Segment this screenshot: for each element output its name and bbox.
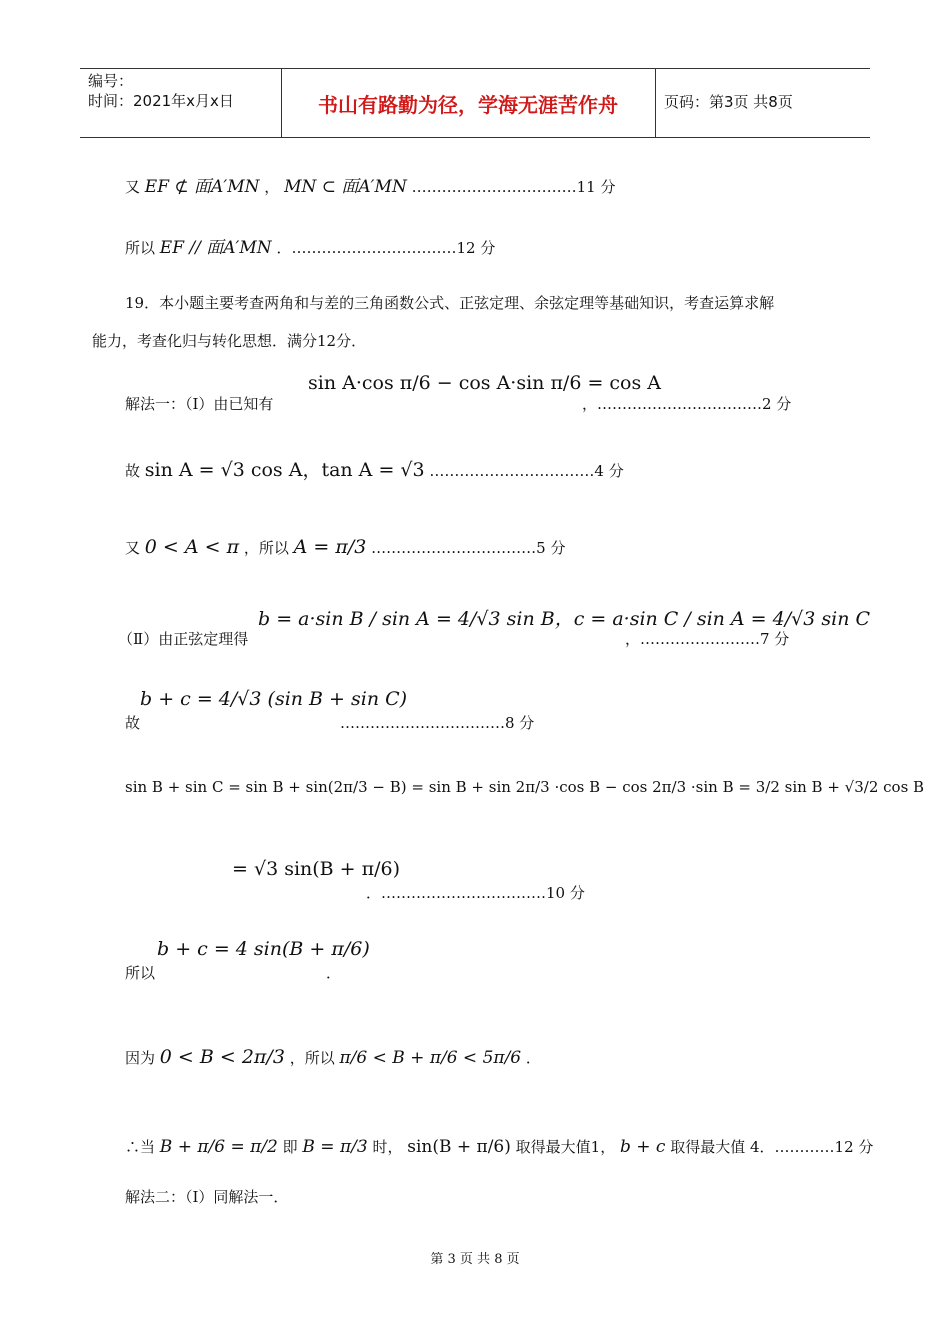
math-expr: b + c: [620, 1137, 666, 1157]
header-page-info: 页码：第3页 共8页: [664, 93, 793, 111]
page-header: [80, 68, 870, 138]
header-divider: [655, 69, 656, 137]
line-prefix: 因为: [125, 1049, 156, 1067]
score-note: 取得最大值 4．…………12 分: [670, 1138, 874, 1156]
math-expr: sin A = √3 cos A，tan A = √3: [144, 459, 425, 481]
solution1-range: [125, 1046, 541, 1068]
line-prefix: 解法一：（Ⅰ）由已知有: [125, 395, 274, 413]
math-expr: sin A·cos π/6 − cos A·sin π/6 = cos A: [308, 372, 662, 394]
math-expr: b + c = 4/√3 (sin B + sin C): [140, 688, 408, 710]
score-note: ……………………………5 分: [371, 539, 566, 557]
math-expr: 0 < B < 2π/3: [159, 1046, 285, 1068]
text-fragment: ，所以: [289, 1049, 335, 1067]
line-prefix: 又: [125, 539, 141, 557]
math-expr: sin(B + π/6): [407, 1137, 511, 1157]
question-19-intro: 19．本小题主要考查两角和与差的三角函数公式、正弦定理、余弦定理等基础知识，考查运算求解: [125, 294, 775, 312]
score-note: ……………………………8 分: [340, 714, 535, 732]
line-prefix: ∴当: [125, 1138, 156, 1156]
math-expr: sin B + sin C = sin B + sin(2π/3 − B) = sin B + sin 2π/3 ·cos B − cos 2π/3 ·sin B = 3/2 sin B + √3/2 cos B: [125, 778, 925, 796]
solution1-sine-law-label: （Ⅱ）由正弦定理得: [118, 630, 249, 648]
score-note: ．……………………………10 分: [366, 884, 585, 902]
line-prefix: 故: [125, 462, 141, 480]
text-fragment: 时，: [372, 1138, 403, 1156]
math-expr: A = π/3: [293, 536, 367, 558]
score-note: ，……………………7 分: [625, 630, 790, 648]
solution1-simplified: [232, 858, 400, 880]
math-expr: b + c = 4 sin(B + π/6): [157, 938, 370, 960]
text-fragment: ，所以: [243, 539, 289, 557]
line-ef-not-in-plane: [125, 172, 615, 197]
solution1-angle: [125, 536, 565, 558]
page-footer: 第 3 页 共 8 页: [430, 1252, 520, 1267]
text-fragment: 即: [282, 1138, 298, 1156]
solution1-max: [125, 1136, 873, 1157]
header-meta: [88, 71, 234, 111]
text-fragment: ．: [525, 1049, 541, 1067]
solution1-tan: [125, 455, 624, 482]
math-expr: B = π/3: [302, 1137, 368, 1157]
math-expr: MN ⊂ 面A′MN: [284, 177, 407, 197]
separator: ，: [264, 178, 280, 196]
score-note: ……………………………11 分: [411, 178, 616, 196]
question-19-intro-cont: 能力，考查化归与转化思想．满分12分．: [92, 332, 367, 350]
math-expr: EF // 面A′MN: [159, 238, 272, 258]
line-prefix: 所以: [125, 239, 156, 257]
math-expr: b = a·sin B / sin A = 4/√3 sin B，c = a·sin C / sin A = 4/√3 sin C: [258, 608, 871, 630]
math-expr: = √3 sin(B + π/6): [232, 858, 401, 880]
solution1-sum-label: 故: [125, 714, 141, 732]
score-note: ．……………………………12 分: [276, 239, 496, 257]
header-motto: 书山有路勤为径，学海无涯苦作舟: [318, 93, 618, 117]
solution1-result-label: 所以: [125, 964, 156, 982]
line-prefix: 又: [125, 178, 141, 196]
solution2-intro: 解法二：（Ⅰ）同解法一．: [125, 1188, 289, 1206]
math-expr: 0 < A < π: [144, 536, 240, 558]
time-label: 时间：2021年x月x日: [88, 92, 234, 110]
text-fragment: 取得最大值1，: [515, 1138, 616, 1156]
score-note: ……………………………4 分: [429, 462, 624, 480]
line-ef-parallel: [125, 233, 495, 258]
math-expr: B + π/6 = π/2: [159, 1137, 278, 1157]
text-fragment: ．: [326, 964, 342, 982]
serial-label: 编号：: [88, 72, 134, 90]
math-expr: π/6 < B + π/6 < 5π/6: [339, 1048, 522, 1068]
score-note: ，……………………………2 分: [582, 395, 792, 413]
math-expr: EF ⊄ 面A′MN: [144, 177, 260, 197]
solution1-given: [125, 393, 273, 414]
